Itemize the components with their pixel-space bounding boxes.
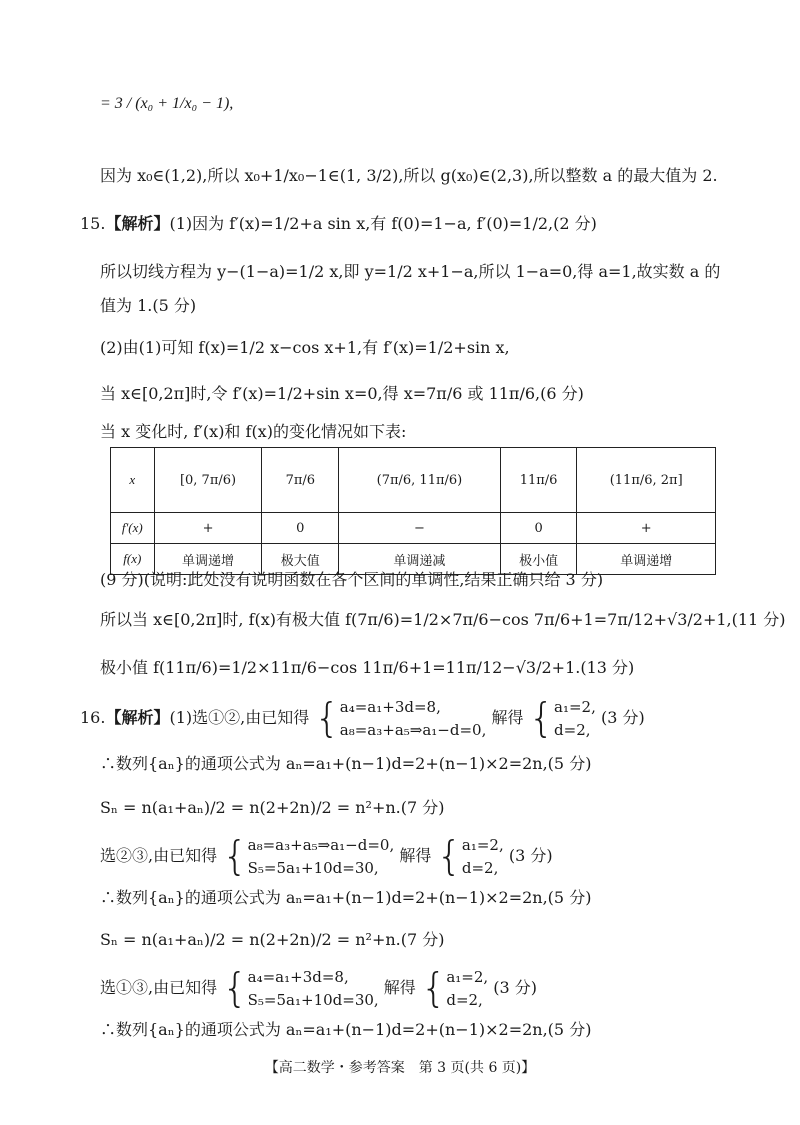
analysis-tag: 【解析】 [105,708,170,727]
option-text: 选②③,由已知得 [100,846,218,865]
equation: a₁=2, [461,836,504,854]
problem-16-head [80,696,645,741]
solution-system [554,696,596,741]
table-cell: [0, 7π/6) [154,448,262,513]
line-19: ∴数列{aₙ}的通项公式为 aₙ=a₁+(n−1)d=2+(n−1)×2=2n,(5 分) [100,1020,592,1039]
table-cell: x [111,448,155,513]
table-cell: f′(x) [111,513,155,544]
line-14: Sₙ = n(a₁+aₙ)/2 = n(2+2n)/2 = n²+n.(7 分) [100,798,445,817]
table-cell: 单调递增 [577,544,716,575]
points: (3 分) [493,978,538,997]
points: (3 分) [600,708,645,727]
line-11: 极小值 f(11π/6)=1/2×11π/6−cos 11π/6+1=11π/12−√3/2+1.(13 分) [100,658,635,677]
table-cell: + [577,513,716,544]
line-6: (2)由(1)可知 f(x)=1/2 x−cos x+1,有 f′(x)=1/2+sin x, [100,338,510,357]
line-5: 值为 1.(5 分) [100,296,197,315]
table-cell: (11π/6, 2π] [577,448,716,513]
line-1: = 3 / (x₀ + 1/x₀ − 1), [100,95,234,112]
left-brace: { [222,965,248,1012]
option-text: 选①③,由已知得 [100,978,218,997]
option-13 [100,966,537,1011]
table-cell: 单调递增 [154,544,262,575]
table-cell: 极小值 [500,544,577,575]
table-cell: + [154,513,262,544]
equation-system [340,696,487,741]
solve-label: 解得 [383,978,416,997]
problem-number: 16. [80,708,106,727]
line-8: 当 x 变化时, f′(x)和 f(x)的变化情况如下表: [100,422,407,441]
table-cell: 11π/6 [500,448,577,513]
equation: a₈=a₃+a₅⇒a₁−d=0, [247,836,395,854]
points: (3 分) [508,846,553,865]
table-cell: (7π/6, 11π/6) [339,448,501,513]
table-cell: f(x) [111,544,155,575]
equation: d=2, [446,990,483,1009]
variation-table [110,447,716,575]
equation: S₅=5a₁+10d=30, [247,990,379,1009]
equation: d=2, [554,720,591,739]
solve-label: 解得 [491,708,524,727]
equation: a₁=2, [446,968,489,986]
equation: d=2, [461,858,499,877]
line-4: 所以切线方程为 y−(1−a)=1/2 x,即 y=1/2 x+1−a,所以 1−a=0,得 a=1,故实数 a 的 [100,262,721,281]
line-17: Sₙ = n(a₁+aₙ)/2 = n(2+2n)/2 = n²+n.(7 分) [100,930,445,949]
analysis-tag: 【解析】 [105,214,170,233]
solve-label: 解得 [399,846,432,865]
equation-system [248,834,395,879]
equation: a₁=2, [554,698,596,716]
table-cell: 0 [262,513,339,544]
problem-number: 15. [80,214,106,233]
equation: a₄=a₁+3d=8, [339,698,441,716]
equation: a₈=a₃+a₅⇒a₁−d=0, [339,720,487,739]
line-2: 因为 x₀∈(1,2),所以 x₀+1/x₀−1∈(1, 3/2),所以 g(x₀)∈(2,3),所以整数 a 的最大值为 2. [100,166,718,185]
line-13: ∴数列{aₙ}的通项公式为 aₙ=a₁+(n−1)d=2+(n−1)×2=2n,(5 分) [100,754,592,773]
page-footer: 【高二数学・参考答案 第 3 页(共 6 页)】 [264,1060,536,1076]
table-cell: 0 [500,513,577,544]
left-brace: { [528,695,555,742]
table-row [111,513,716,544]
line-10: 所以当 x∈[0,2π]时, f(x)有极大值 f(7π/6)=1/2×7π/6−cos 7π/6+1=7π/12+√3/2+1,(11 分) [100,610,786,629]
line-16: ∴数列{aₙ}的通项公式为 aₙ=a₁+(n−1)d=2+(n−1)×2=2n,(5 分) [100,888,592,907]
solution-system [446,966,488,1011]
left-brace: { [420,965,447,1012]
equation-system [248,966,379,1011]
problem-15-text: (1)因为 f′(x)=1/2+a sin x,有 f(0)=1−a, f′(0)=1/2,(2 分) [169,214,597,233]
left-brace: { [436,833,462,880]
line-9: (9 分)(说明:此处没有说明函数在各个区间的单调性,结果正确只给 3 分) [100,570,604,589]
table-header-row [111,448,716,513]
table-cell: 极大值 [262,544,339,575]
left-brace: { [222,833,248,880]
problem-16-text: (1)选①②,由已知得 [169,708,310,727]
line-7: 当 x∈[0,2π]时,令 f′(x)=1/2+sin x=0,得 x=7π/6 或 11π/6,(6 分) [100,384,584,403]
equation: S₅=5a₁+10d=30, [247,858,379,877]
table-cell: − [339,513,501,544]
table-cell: 7π/6 [262,448,339,513]
option-23 [100,834,553,879]
problem-15-head [80,216,597,232]
table-cell: 单调递减 [339,544,501,575]
left-brace: { [314,695,340,742]
solution-system [462,834,504,879]
equation: a₄=a₁+3d=8, [247,968,349,986]
